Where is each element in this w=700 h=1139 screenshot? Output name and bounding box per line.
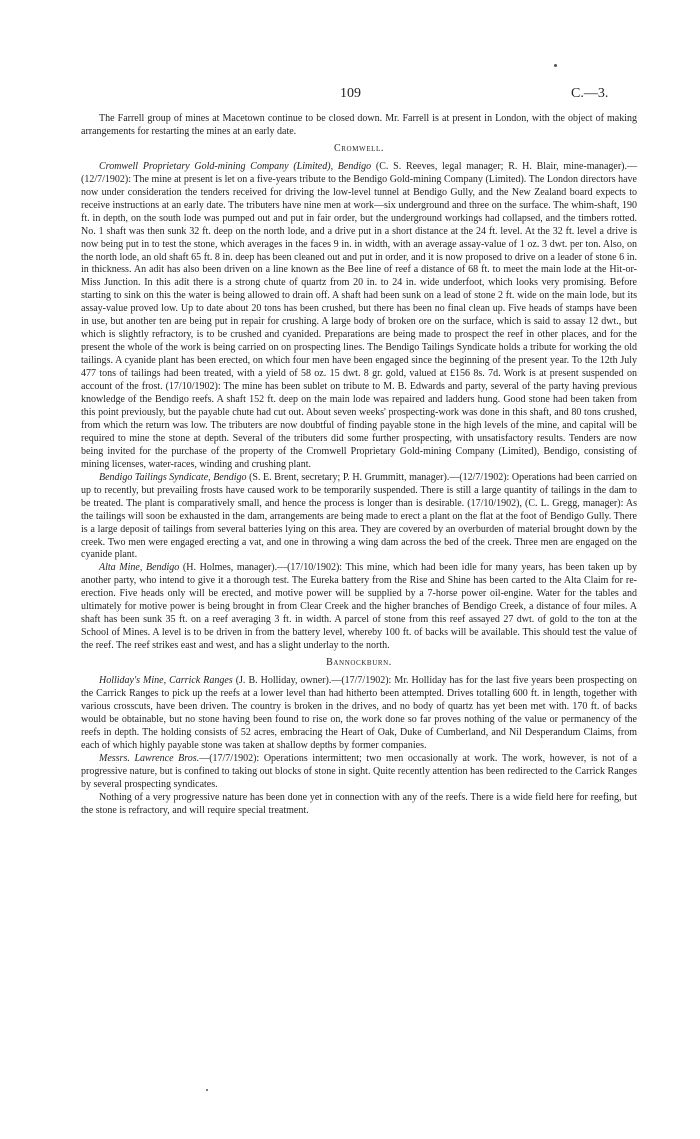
entity-name: Messrs. Lawrence Bros. bbox=[99, 752, 200, 764]
stray-mark bbox=[206, 1089, 208, 1091]
entity-name: Bendigo Tailings Syndicate, Bendigo bbox=[99, 471, 247, 483]
page-number: 109 bbox=[340, 86, 361, 101]
entity-name: Cromwell Proprietary Gold-mining Company (Limited), Bendigo bbox=[99, 160, 372, 172]
entity-name: Holliday's Mine, Carrick Ranges bbox=[99, 675, 233, 687]
paragraph-text: (S. E. Brent, secretary; P. H. Grummitt, manager).—(12/7/1902): Operations had been carried on up to recently, but prevailing frosts have caused work to be temporarily suspended. There is still a large quantity of tailings in the dam to be treated. The plant is comparatively small, and hence the process is longer than is desirable. (17/10/1902), (C. L. Gregg, manager): As the tailings will soon be exhausted in the dam, arrangements are being made to erect a plant on the flat at the foot of Bendigo Gully. There is a large deposit of tailings from several batteries lying on this area. They are covered by an overburden of material brought down by the creek. Two men were engaged erecting a vat, and one in throwing a wing dam across the bed of the creek. Three men are engaged on the cyanide plant. bbox=[81, 471, 637, 561]
paragraph-text: (H. Holmes, manager).—(17/10/1902): This mine, which had been idle for many years, has been taken up by another party, who intend to give it a thorough test. The Eureka battery from the Rise and Shine has been carted to the Alta Claim for re-erection. Five heads only will be erected, and motive power will be supplied by a 7-horse power oil-engine. Water for the tables and ultimately for motive power is being brought in from Clear Creek and the higher branches of Bendigo Creek, a distance of four miles. A shaft has been sunk 35 ft. on a reef averaging 3 ft. in width. A parcel of stone from this reef assayed 27 dwt. of gold to the ton at the School of Mines. A level is to be driven in from the battery level, whereby 100 ft. of backs will be available. This should test the value of the reef. The reef strikes east and west, and has a slight underlay to the north. bbox=[81, 562, 637, 652]
entity-name: Alta Mine, Bendigo bbox=[99, 562, 180, 574]
paragraph-lawrence-bros bbox=[81, 753, 637, 792]
intro-paragraph: The Farrell group of mines at Macetown continue to be closed down. Mr. Farrell is at present in London, with the object of making arrangements for restarting the mines at an early date. bbox=[81, 113, 637, 137]
section-heading-bannockburn: Bannockburn. bbox=[326, 657, 392, 669]
paragraph-cromwell-company bbox=[81, 161, 637, 472]
stray-mark bbox=[554, 64, 557, 67]
paragraph-text: —(17/7/1902): Operations intermittent; two men occasionally at work. The work, however, is not of a progressive nature, but is confined to taking out blocks of stone in sight. Quite recently attention has been redirected to the Carrick Ranges by several prospecting syndicates. bbox=[81, 752, 637, 790]
paragraph-hollidays-mine bbox=[81, 675, 637, 753]
paragraph-bendigo-tailings bbox=[81, 472, 637, 563]
paragraph-text: (C. S. Reeves, legal manager; R. H. Blair, mine-manager).—(12/7/1902): The mine at present is let on a five-years tribute to the Bendigo Gold-mining Company (Limited). The London directors have now under consideration the tenders received for driving the low-level tunnel at Bendigo Gully, and the New Zealand board expects to receive instructions at an early date. The tributers have nine men at work—six underground and three on the surface. The whim-shaft, 190 ft. in depth, on the south lode was pumped out and put in fair order, but the underground workings had collapsed, and the timbers rotted. No. 1 shaft was then sunk 32 ft. deep on the north lode, and a drive put in a short distance at the 24 ft. level. At the 32 ft. level a drive is now being put in to test the stone, which averages in the faces 9 in. in width, with an average assay-value of 1 oz. 3 dwt. per ton. Also, on the north lode, an old shaft 65 ft. 8 in. deep has been cleaned out and put in order, and it is now proposed to drive on a leader of stone 6 in. in thickness. An adit has also been driven on a line known as the Bee line of reef a distance of 68 ft. to meet the main lode at the Hit-or-Miss Junction. In this adit there is a strong chute of quartz from 20 in. to 24 in. wide underfoot, which looks very promising. Before starting to sink on this the water is being allowed to drain off. A shaft had been sunk on a lead of stone 2 ft. wide on the main lode, but its assay-value proved low. Up to date about 20 tons has been crushed, but there has been no final clean up. Five heads of stamps have been in use, but another ten are being put in repair for crushing. A large body of broken ore on the surface, which is said to assay 12 dwt., but which is slightly refractory, is to be crushed and cyanided. Preparations are being made to prospect the reef in other places, and for the present the whole of the work is being carried on on prospecting lines. The Bendigo Tailings Syndicate holds a tribute for working the old tailings. A cyanide plant has been erected, on which four men have been engaged since the beginning of the present year. To the 12th July 477 tons of tailings had been treated, with a yield of 58 oz. 15 dwt. 8 gr. gold, valued at £156 8s. 7d. Work is at present suspended on account of the frost. (17/10/1902): The mine has been sublet on tribute to M. B. Edwards and party, several of the party having previous knowledge of the Bendigo reefs. A shaft 152 ft. deep on the main lode was repaired and ladders hung. Good stone had been taken from this point previously, but the payable chute had cut out. About seven weeks' prospecting-work was done in this shaft, and 80 tons crushed, from which the return was low. The tributers are now doubtful of finding payable stone in the high levels of the mine, and capital will be required to mine the stone at depth. Several of the tributers did some further prospecting, with unsatisfactory results. Tenders are now being invited for the purchase of the property of the Cromwell Proprietary Gold-mining Company (Limited), Bendigo, consisting of mining licenses, water-races, winding and crushing plant. bbox=[81, 160, 638, 470]
paragraph-text: (J. B. Holliday, owner).—(17/7/1902): Mr. Holliday has for the last five years been prospecting on the Carrick Ranges to pick up the reefs at a lower level than had hitherto been attempted. Drives totalling 600 ft. in length, together with various crosscuts, have been driven. The country is broken in the drives, and no body of quartz has yet been met with. 170 ft. of backs would be obtainable, but no stone having been found to rise on, the work done so far proves nothing of the value or permanency of the reefs in depth. The holding consists of 52 acres, embracing the Heart of Oak, Duke of Cumberland, and Nil Desperandum Claims, from each of which highly payable stone was taken at shallow depths by former companies. bbox=[81, 675, 637, 751]
body-text bbox=[81, 113, 637, 818]
section-reference: C.—3. bbox=[571, 86, 609, 101]
paragraph-closing: Nothing of a very progressive nature has been done yet in connection with any of the reefs. There is a wide field here for reefing, but the stone is refractory, and will require special treatment. bbox=[81, 791, 637, 816]
page-header bbox=[0, 86, 700, 106]
section-heading-cromwell: Cromwell. bbox=[334, 142, 384, 154]
paragraph-alta-mine bbox=[81, 562, 637, 653]
